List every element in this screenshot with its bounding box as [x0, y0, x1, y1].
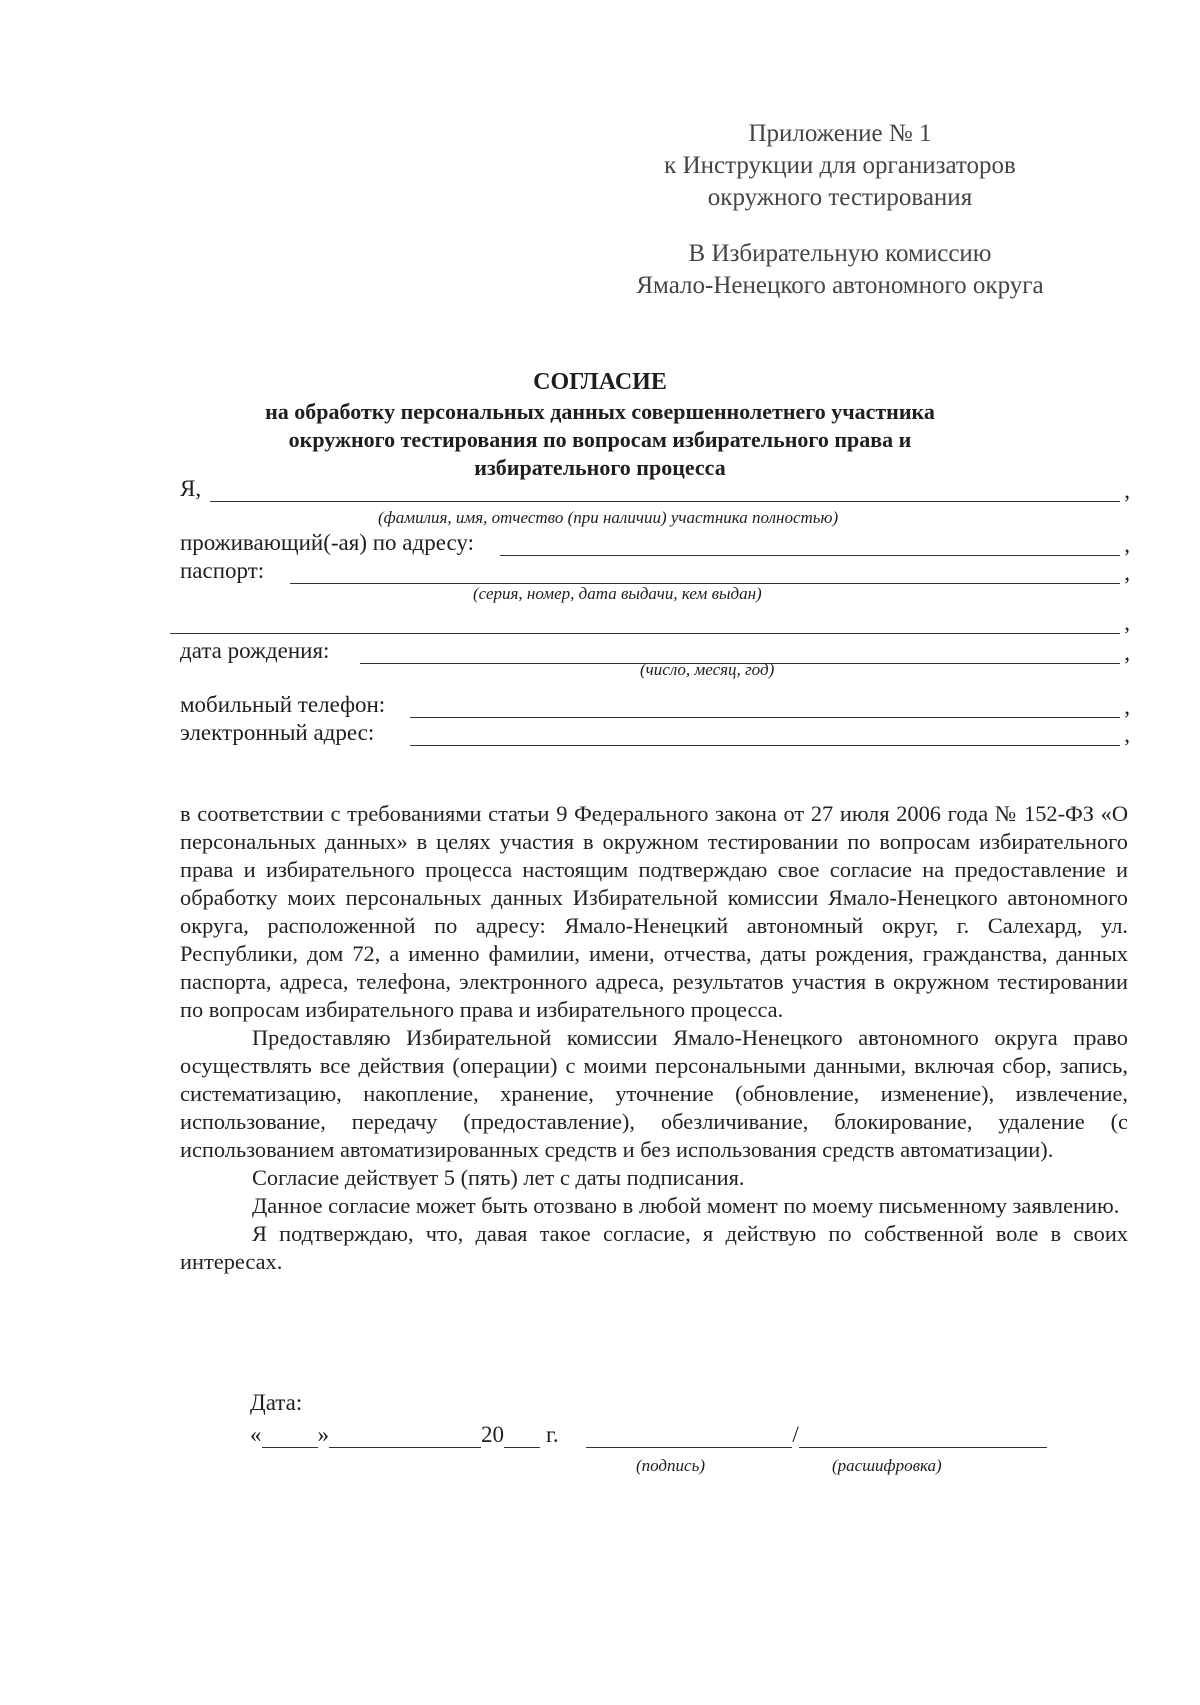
appendix-label: Приложение № 1	[748, 120, 932, 147]
name-row: Я, ,	[180, 476, 1130, 503]
signature-field[interactable]	[586, 1423, 792, 1448]
phone-label: мобильный телефон:	[180, 692, 386, 717]
day-field[interactable]	[262, 1423, 318, 1448]
passport-hint: (серия, номер, дата выдачи, кем выдан)	[473, 584, 762, 603]
birth-label: дата рождения:	[180, 638, 330, 663]
signature-decoding-field[interactable]	[799, 1423, 1047, 1448]
title-main: СОГЛАСИЕ	[533, 369, 667, 395]
signature-hint: (подпись)	[636, 1456, 705, 1475]
consent-paragraph-5: Я подтверждаю, что, давая такое согласие, я действую по собственной воле в своих интересах.	[180, 1221, 1128, 1274]
name-hint: (фамилия, имя, отчество (при наличии) участника полностью)	[378, 508, 839, 527]
title-line-2: окружного тестирования по вопросам избирательного права и	[288, 427, 912, 452]
phone-row: мобильный телефон: ,	[180, 692, 1130, 719]
name-field[interactable]	[210, 501, 1120, 502]
consent-paragraph-4: Данное согласие может быть отозвано в любой момент по моему письменному заявлению.	[252, 1193, 1120, 1218]
year-field[interactable]	[504, 1423, 540, 1448]
title-line-3: избирательного процесса	[474, 455, 726, 480]
signature-block	[250, 1390, 1130, 1475]
passport-continuation-field[interactable]	[170, 633, 1120, 634]
address-row: проживающий(-ая) по адресу: ,	[180, 530, 1130, 557]
consent-paragraph-3: Согласие действует 5 (пять) лет с даты подписания.	[252, 1165, 745, 1190]
recipient-line-2: Ямало-Ненецкого автономного округа	[636, 272, 1044, 299]
consent-body	[180, 800, 1128, 1276]
instruction-line-1: к Инструкции для организаторов	[664, 152, 1016, 179]
date-label: Дата:	[250, 1390, 303, 1415]
recipient-line-1: В Избирательную комиссию	[688, 240, 992, 267]
title-line-1: на обработку персональных данных совершеннолетнего участника	[265, 399, 935, 424]
passport-row: паспорт: ,	[180, 558, 1130, 585]
address-label: проживающий(-ая) по адресу:	[180, 530, 474, 555]
date-signature-row: « » 20 г. /	[250, 1422, 1130, 1448]
document-title	[180, 368, 1020, 482]
phone-field[interactable]	[410, 717, 1120, 718]
email-field[interactable]	[410, 745, 1120, 746]
birth-row: дата рождения: ,	[180, 638, 1130, 665]
email-label: электронный адрес:	[180, 720, 375, 745]
email-row: электронный адрес: ,	[180, 720, 1130, 747]
consent-paragraph-2: Предоставляю Избирательной комиссии Ямало-Ненецкого автономного округа право осуществлять все действия (операции) с моими персональными данными, включая сбор, запись, систематизацию, накопление, хранение, уточнение (обновление, изменение), извлечение, использование, передачу (предоставление), обезличивание, блокирование, удаление (с использованием автоматизированных средств и без использования средств автоматизации).	[180, 1025, 1128, 1162]
passport-continuation-row: ,	[170, 608, 1130, 636]
month-field[interactable]	[329, 1423, 481, 1448]
instruction-line-2: окружного тестирования	[707, 184, 973, 211]
address-field[interactable]	[500, 555, 1120, 556]
decoding-hint: (расшифровка)	[832, 1456, 942, 1475]
name-label: Я,	[180, 476, 202, 501]
header-block	[560, 118, 1120, 302]
passport-label: паспорт:	[180, 558, 265, 583]
consent-paragraph-1: в соответствии с требованиями статьи 9 Федерального закона от 27 июля 2006 года № 152-ФЗ «О персональных данных» в целях участия в окружном тестировании по вопросам избирательного права и избирательного процесса настоящим подтверждаю свое согласие на предоставление и обработку моих персональных данных Избирательной комиссии Ямало-Ненецкого автономного округа, расположенной по адресу: Ямало-Ненецкий автономный округ, г. Салехард, ул. Республики, дом 72, а именно фамилии, имени, отчества, даты рождения, гражданства, данных паспорта, адреса, телефона, электронного адреса, результатов участия в окружном тестировании по вопросам избирательного права и избирательного процесса.	[180, 801, 1128, 1022]
birth-hint: (число, месяц, год)	[640, 660, 775, 679]
personal-data-form	[180, 476, 1130, 747]
